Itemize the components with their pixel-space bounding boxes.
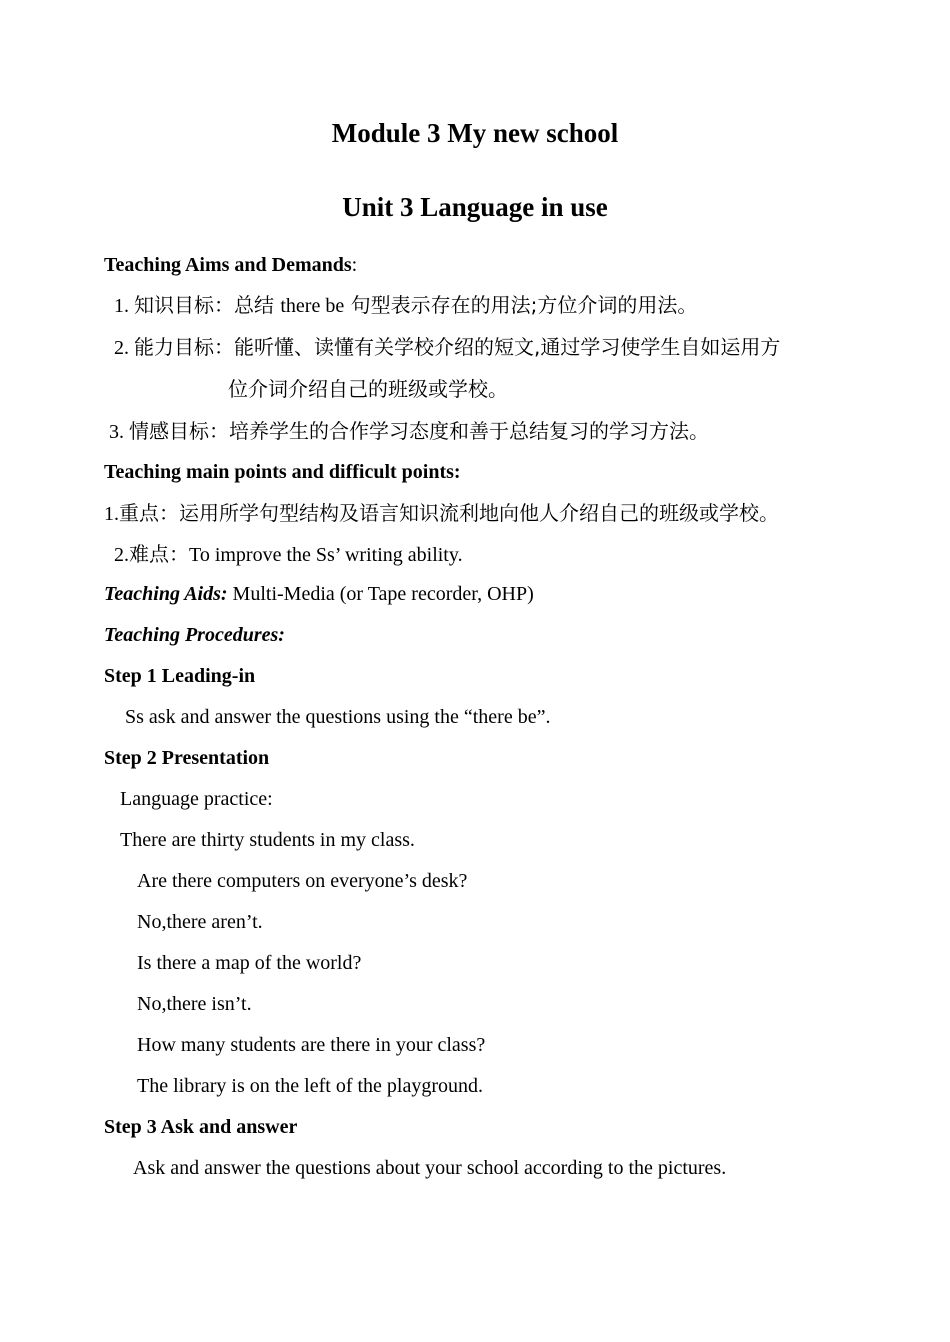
point-item-1 bbox=[104, 500, 779, 527]
point-label: 重点： bbox=[119, 501, 179, 525]
point-label: 难点： bbox=[129, 542, 189, 566]
step-intro-line: Language practice: bbox=[120, 788, 273, 810]
aim-number: 2. bbox=[114, 337, 134, 359]
aims-heading-line bbox=[104, 252, 357, 278]
aim-item-2-continuation: 位介词介绍自己的班级或学校。 bbox=[228, 377, 508, 401]
point-number: 2. bbox=[114, 544, 129, 566]
step-line: Ss ask and answer the questions using the “there be”. bbox=[125, 706, 551, 728]
teaching-aids-label: Teaching Aids: bbox=[104, 583, 228, 605]
aim-number: 3. bbox=[109, 421, 129, 443]
aim-item-2 bbox=[114, 334, 780, 361]
step-heading: Step 2 Presentation bbox=[104, 747, 270, 769]
example-sentence: How many students are there in your class? bbox=[137, 1034, 486, 1056]
example-sentence: Is there a map of the world? bbox=[137, 952, 362, 974]
example-sentence: No,there aren’t. bbox=[137, 911, 263, 933]
aim-text: 句型表示存在的用法;方位介词的用法。 bbox=[344, 293, 698, 317]
step-intro-line: There are thirty students in my class. bbox=[120, 829, 415, 851]
aim-item-3 bbox=[109, 418, 709, 445]
aim-text: 知识目标：总结 bbox=[134, 293, 281, 317]
step-line: Ask and answer the questions about your school according to the pictures. bbox=[133, 1157, 727, 1179]
point-text: To improve the Ss’ writing ability. bbox=[189, 544, 463, 566]
document-subtitle: Unit 3 Language in use bbox=[342, 192, 608, 222]
point-number: 1. bbox=[104, 503, 119, 525]
aim-text: 情感目标：培养学生的合作学习态度和善于总结复习的学习方法。 bbox=[129, 419, 709, 443]
aim-text-english: there be bbox=[280, 295, 345, 317]
step-heading: Step 3 Ask and answer bbox=[104, 1116, 298, 1138]
point-text: 运用所学句型结构及语言知识流利地向他人介绍自己的班级或学校。 bbox=[179, 501, 779, 525]
example-sentence: The library is on the left of the playground. bbox=[137, 1075, 484, 1097]
procedures-heading: Teaching Procedures: bbox=[104, 624, 285, 646]
aims-heading: Teaching Aims and Demands bbox=[104, 254, 352, 276]
document-title: Module 3 My new school bbox=[331, 118, 619, 148]
points-heading: Teaching main points and difficult points: bbox=[104, 461, 461, 483]
example-sentence: No,there isn’t. bbox=[137, 993, 252, 1015]
point-item-2 bbox=[114, 541, 463, 568]
example-sentence: Are there computers on everyone’s desk? bbox=[137, 870, 468, 892]
aim-item-1 bbox=[114, 292, 697, 319]
teaching-aids-line bbox=[104, 581, 534, 607]
aim-text: 能力目标：能听懂、读懂有关学校介绍的短文,通过学习使学生自如运用方 bbox=[134, 335, 781, 359]
teaching-aids-text: Multi-Media (or Tape recorder, OHP) bbox=[227, 583, 534, 605]
step-heading: Step 1 Leading-in bbox=[104, 665, 256, 687]
aim-number: 1. bbox=[114, 295, 134, 317]
aims-heading-colon: : bbox=[351, 254, 358, 276]
